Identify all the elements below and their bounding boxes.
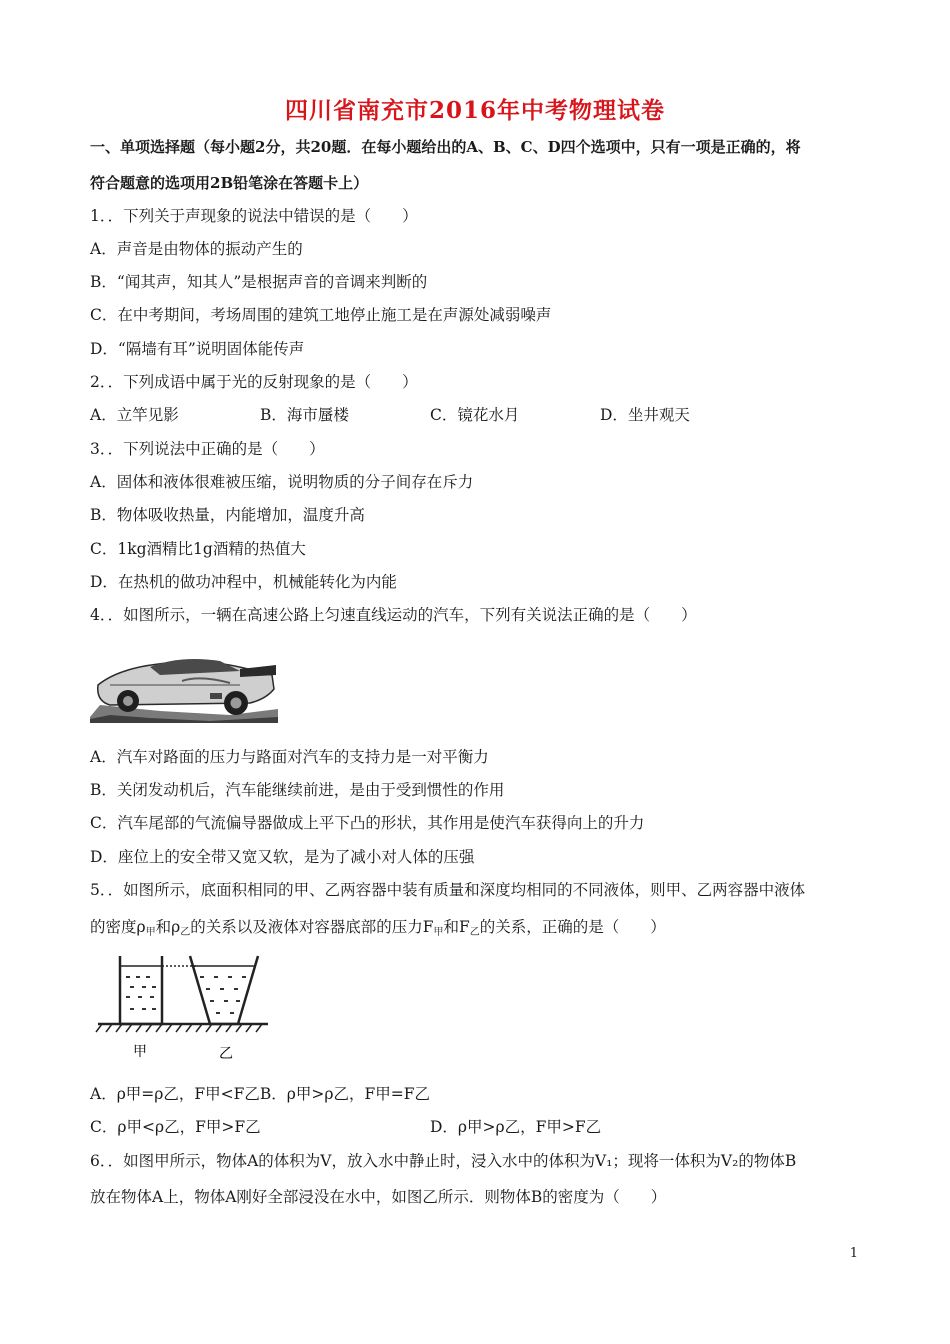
q6-stem-line2: 放在物体A上，物体A刚好全部浸没在水中，如图乙所示．则物体B的密度为（ ） [90, 1188, 667, 1206]
page-number: 1 [849, 1246, 858, 1261]
label-yi: 乙 [219, 1046, 233, 1062]
q3-option-a: A．固体和液体很难被压缩，说明物质的分子间存在斥力 [90, 473, 474, 491]
q2-option-d: D．坐井观天 [600, 406, 690, 424]
section-heading-line2: 符合题意的选项用2B铅笔涂在答题卡上） [90, 174, 369, 192]
q4-option-d: D．座位上的安全带又宽又软，是为了减小对人体的压强 [90, 848, 475, 866]
q1-option-a: A．声音是由物体的振动产生的 [90, 240, 303, 258]
q5-option-c: C．ρ甲<ρ乙，F甲>F乙 [90, 1118, 261, 1136]
q4-stem: 4．．如图所示，一辆在高速公路上匀速直线运动的汽车，下列有关说法正确的是（ ） [90, 606, 697, 624]
q4-option-c: C．汽车尾部的气流偏导器做成上平下凸的形状，其作用是使汽车获得向上的升力 [90, 814, 645, 832]
label-jia: 甲 [133, 1044, 147, 1060]
page-title: 四川省南充市2016年中考物理试卷 [284, 97, 665, 124]
subscript-jia: 甲 [145, 927, 156, 938]
q2-option-c: C．镜花水月 [430, 406, 520, 424]
sports-car-image [90, 655, 278, 723]
q2-option-a: A．立竿见影 [90, 406, 179, 424]
q5-stem-text: 和F [443, 918, 470, 936]
q1-option-b: B．“闻其声，知其人”是根据声音的音调来判断的 [90, 273, 428, 291]
q1-option-d: D．“隔墙有耳”说明固体能传声 [90, 340, 305, 358]
q5-stem-text: 的密度ρ [90, 918, 146, 936]
q3-stem: 3．．下列说法中正确的是（ ） [90, 440, 325, 458]
subscript-jia: 甲 [433, 927, 444, 938]
q4-option-b: B．关闭发动机后，汽车能继续前进，是由于受到惯性的作用 [90, 781, 505, 799]
subscript-yi: 乙 [180, 927, 191, 938]
q2-option-b: B．海市蜃楼 [260, 406, 349, 424]
q3-option-d: D．在热机的做功冲程中，机械能转化为内能 [90, 573, 397, 591]
q5-stem-line2 [90, 918, 666, 942]
q5-stem-text: 的关系，正确的是（ ） [479, 918, 666, 936]
q3-option-c: C．1kg酒精比1g酒精的热值大 [90, 540, 306, 558]
q5-stem-text: 的关系以及液体对容器底部的压力F [190, 918, 434, 936]
subscript-yi: 乙 [469, 927, 480, 938]
q5-stem-line1: 5．．如图所示，底面积相同的甲、乙两容器中装有质量和深度均相同的不同液体，则甲、乙两容器中液体 [90, 881, 806, 899]
q2-stem: 2．．下列成语中属于光的反射现象的是（ ） [90, 373, 418, 391]
q1-stem: 1．．下列关于声现象的说法中错误的是（ ） [90, 207, 418, 225]
q5-options-ab: A．ρ甲=ρ乙，F甲<F乙B．ρ甲>ρ乙，F甲=F乙 [90, 1085, 431, 1103]
q3-option-b: B．物体吸收热量，内能增加，温度升高 [90, 506, 365, 524]
q1-option-c: C．在中考期间，考场周围的建筑工地停止施工是在声源处减弱噪声 [90, 306, 552, 324]
q4-option-a: A．汽车对路面的压力与路面对汽车的支持力是一对平衡力 [90, 748, 489, 766]
section-heading-line1: 一、单项选择题（每小题2分，共20题．在每小题给出的A、B、C、D四个选项中，只有一项是正确的，将 [90, 138, 801, 156]
q5-stem-text: 和ρ [155, 918, 181, 936]
q5-option-d: D．ρ甲>ρ乙，F甲>F乙 [430, 1118, 602, 1136]
q6-stem-line1: 6．．如图甲所示，物体A的体积为V，放入水中静止时，浸入水中的体积为V₁；现将一体积为V₂的物体B [90, 1152, 797, 1170]
containers-diagram [92, 952, 272, 1064]
